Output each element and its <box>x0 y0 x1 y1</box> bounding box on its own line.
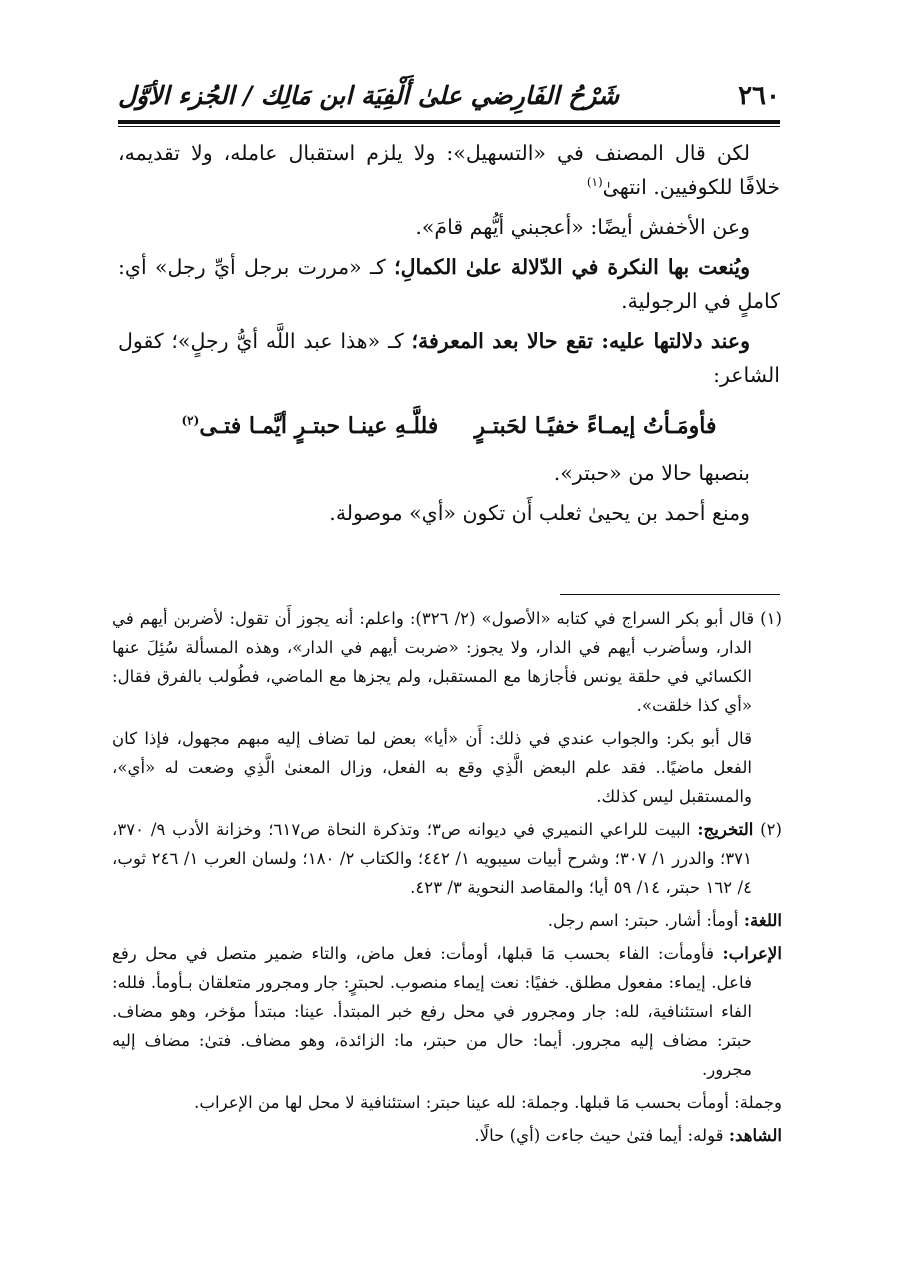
footnote-1-continuation: قال أبو بكر: والجواب عندي في ذلك: أَن «أيا» بعض لما تضاف إليه مبهم مجهول، فإذا كان الفعل ماضيًا.. فقد علم البعض الَّذِي وقع به الفعل، وزال المعنىٰ الَّذِي وضعت له «أي»، والمستقبل ليس كذلك. <box>112 729 752 806</box>
verse-first-hemistich: فأومَـأتُ إيمـاءً خفيًـا لحَبتـرٍ <box>474 413 717 439</box>
shahid-note <box>112 1121 782 1150</box>
jumla-note: وجملة: أومأت بحسب مَا قبلها. وجملة: لله عينا حبتر: استئنافية لا محل لها من الإعراب. <box>194 1093 782 1112</box>
paragraph-5: بنصبها حالا من «حبتر». <box>553 461 750 485</box>
main-text <box>118 136 780 536</box>
paragraph-6: ومنع أحمد بن يحيىٰ ثعلب أَن تكون «أي» موصولة. <box>329 501 750 525</box>
footnote-separator <box>560 594 780 595</box>
verse-second-text: فللَّـهِ عينـا حبتـرٍ أيَّمـا فتـى <box>199 413 439 439</box>
paragraph-2: وعن الأخفش أيضًا: «أعجبني أيُّهم قامَ». <box>415 215 750 239</box>
paragraph-3-text: كـ «مررت برجل أيِّ رجل» أي: كاملٍ في الرجولية. <box>118 255 780 313</box>
verse-second-hemistich <box>181 406 438 446</box>
header-rule-thick <box>118 120 780 124</box>
footnote-2 <box>112 815 782 902</box>
lugha-note <box>112 906 782 935</box>
paragraph-4-rule: وعند دلالتها عليه: تقع حالا بعد المعرفة؛ <box>411 329 750 353</box>
paragraph-3 <box>118 250 780 318</box>
poem-verse <box>118 406 780 446</box>
footnote-ref-1[interactable]: (١) <box>586 175 603 190</box>
irab-note <box>112 939 782 1084</box>
irab-label: الإعراب: <box>722 943 782 963</box>
paragraph-1 <box>118 136 780 204</box>
page-header <box>118 76 780 116</box>
paragraph-1-text: لكن قال المصنف في «التسهيل»: ولا يلزم استقبال عامله، ولا تقديمه، خلافًا للكوفيين. انتهىٰ <box>118 141 780 199</box>
lugha-text: أومأ: أشار. حبتر: اسم رجل. <box>547 911 744 930</box>
footnote-ref-2[interactable]: (٢) <box>181 413 200 428</box>
irab-text: فأومأت: الفاء بحسب مَا قبلها، أومأت: فعل ماض، والتاء ضمير متصل في محل رفع فاعل. إيماء: مفعول مطلق. خفيًا: نعت إيماء منصوب. لحبترٍ: جار ومجرور متعلقان بـأومأ. فلله: الفاء استئنافية، لله: جار ومجرور في محل رفع خبر المبتدأ. عينا: مبتدأ مؤخر، وهو مضاف. حبتر: مضاف إليه مجرور. أيما: حال من حبتر، ما: الزائدة، وهو مضاف. فتىٰ: مضاف إليه مجرور. <box>112 944 752 1079</box>
paragraph-4-text: كـ «هذا عبد اللَّه أيُّ رجلٍ»؛ كقول الشاعر: <box>118 329 780 387</box>
footnote-1 <box>112 604 782 720</box>
page-number: ٢٦٠ <box>738 81 780 111</box>
lugha-label: اللغة: <box>743 910 782 930</box>
footnote-2-number: (٢) <box>760 820 782 839</box>
paragraph-4 <box>118 324 780 392</box>
paragraph-3-rule: ويُنعت بها النكرة في الدّلالة علىٰ الكمالِ؛ <box>394 255 750 279</box>
running-title: شَرْحُ الفَارِضي علىٰ أَلْفِيَة ابن مَالِك / الجُزء الأوَّل <box>118 81 620 110</box>
shahid-label: الشاهد: <box>728 1125 782 1145</box>
header-rule-thin <box>118 126 780 127</box>
shahid-text: قوله: أيما فتىٰ حيث جاءت (أي) حالًا. <box>474 1126 729 1145</box>
takhrij-label: التخريج: <box>697 819 754 839</box>
footnote-1-number: (١) <box>760 609 782 628</box>
takhrij-text: البيت للراعي النميري في ديوانه ص٣؛ وتذكرة النحاة ص٦١٧؛ وخزانة الأدب ٩/ ٣٧٠، ٣٧١؛ والدرر ١/ ٣٠٧؛ وشرح أبيات سيبويه ١/ ٤٤٢؛ والكتاب ٢/ ١٨٠؛ ولسان العرب ١/ ٢٤٦ ثوب، ٤/ ١٦٢ حبتر، ١٤/ ٥٩ أيا؛ والمقاصد النحوية ٣/ ٤٢٣. <box>112 820 752 897</box>
footnotes <box>112 604 782 1154</box>
footnote-1-text: قال أبو بكر السراج في كتابه «الأصول» (٢/ ٣٢٦): واعلم: أنه يجوز أَن تقول: لأضربن أيهم في الدار، وسأضرب أيهم في الدار، ولا يجوز: «ضربت أيهم في الدار»، وهذه المسألة سُئِلَ عنها الكسائي في حلقة يونس فأجازها مع المستقبل، ولم يجزها مع الماضي، فطُولب بالفرق فقال: «أي كذا خلقت». <box>112 609 755 715</box>
